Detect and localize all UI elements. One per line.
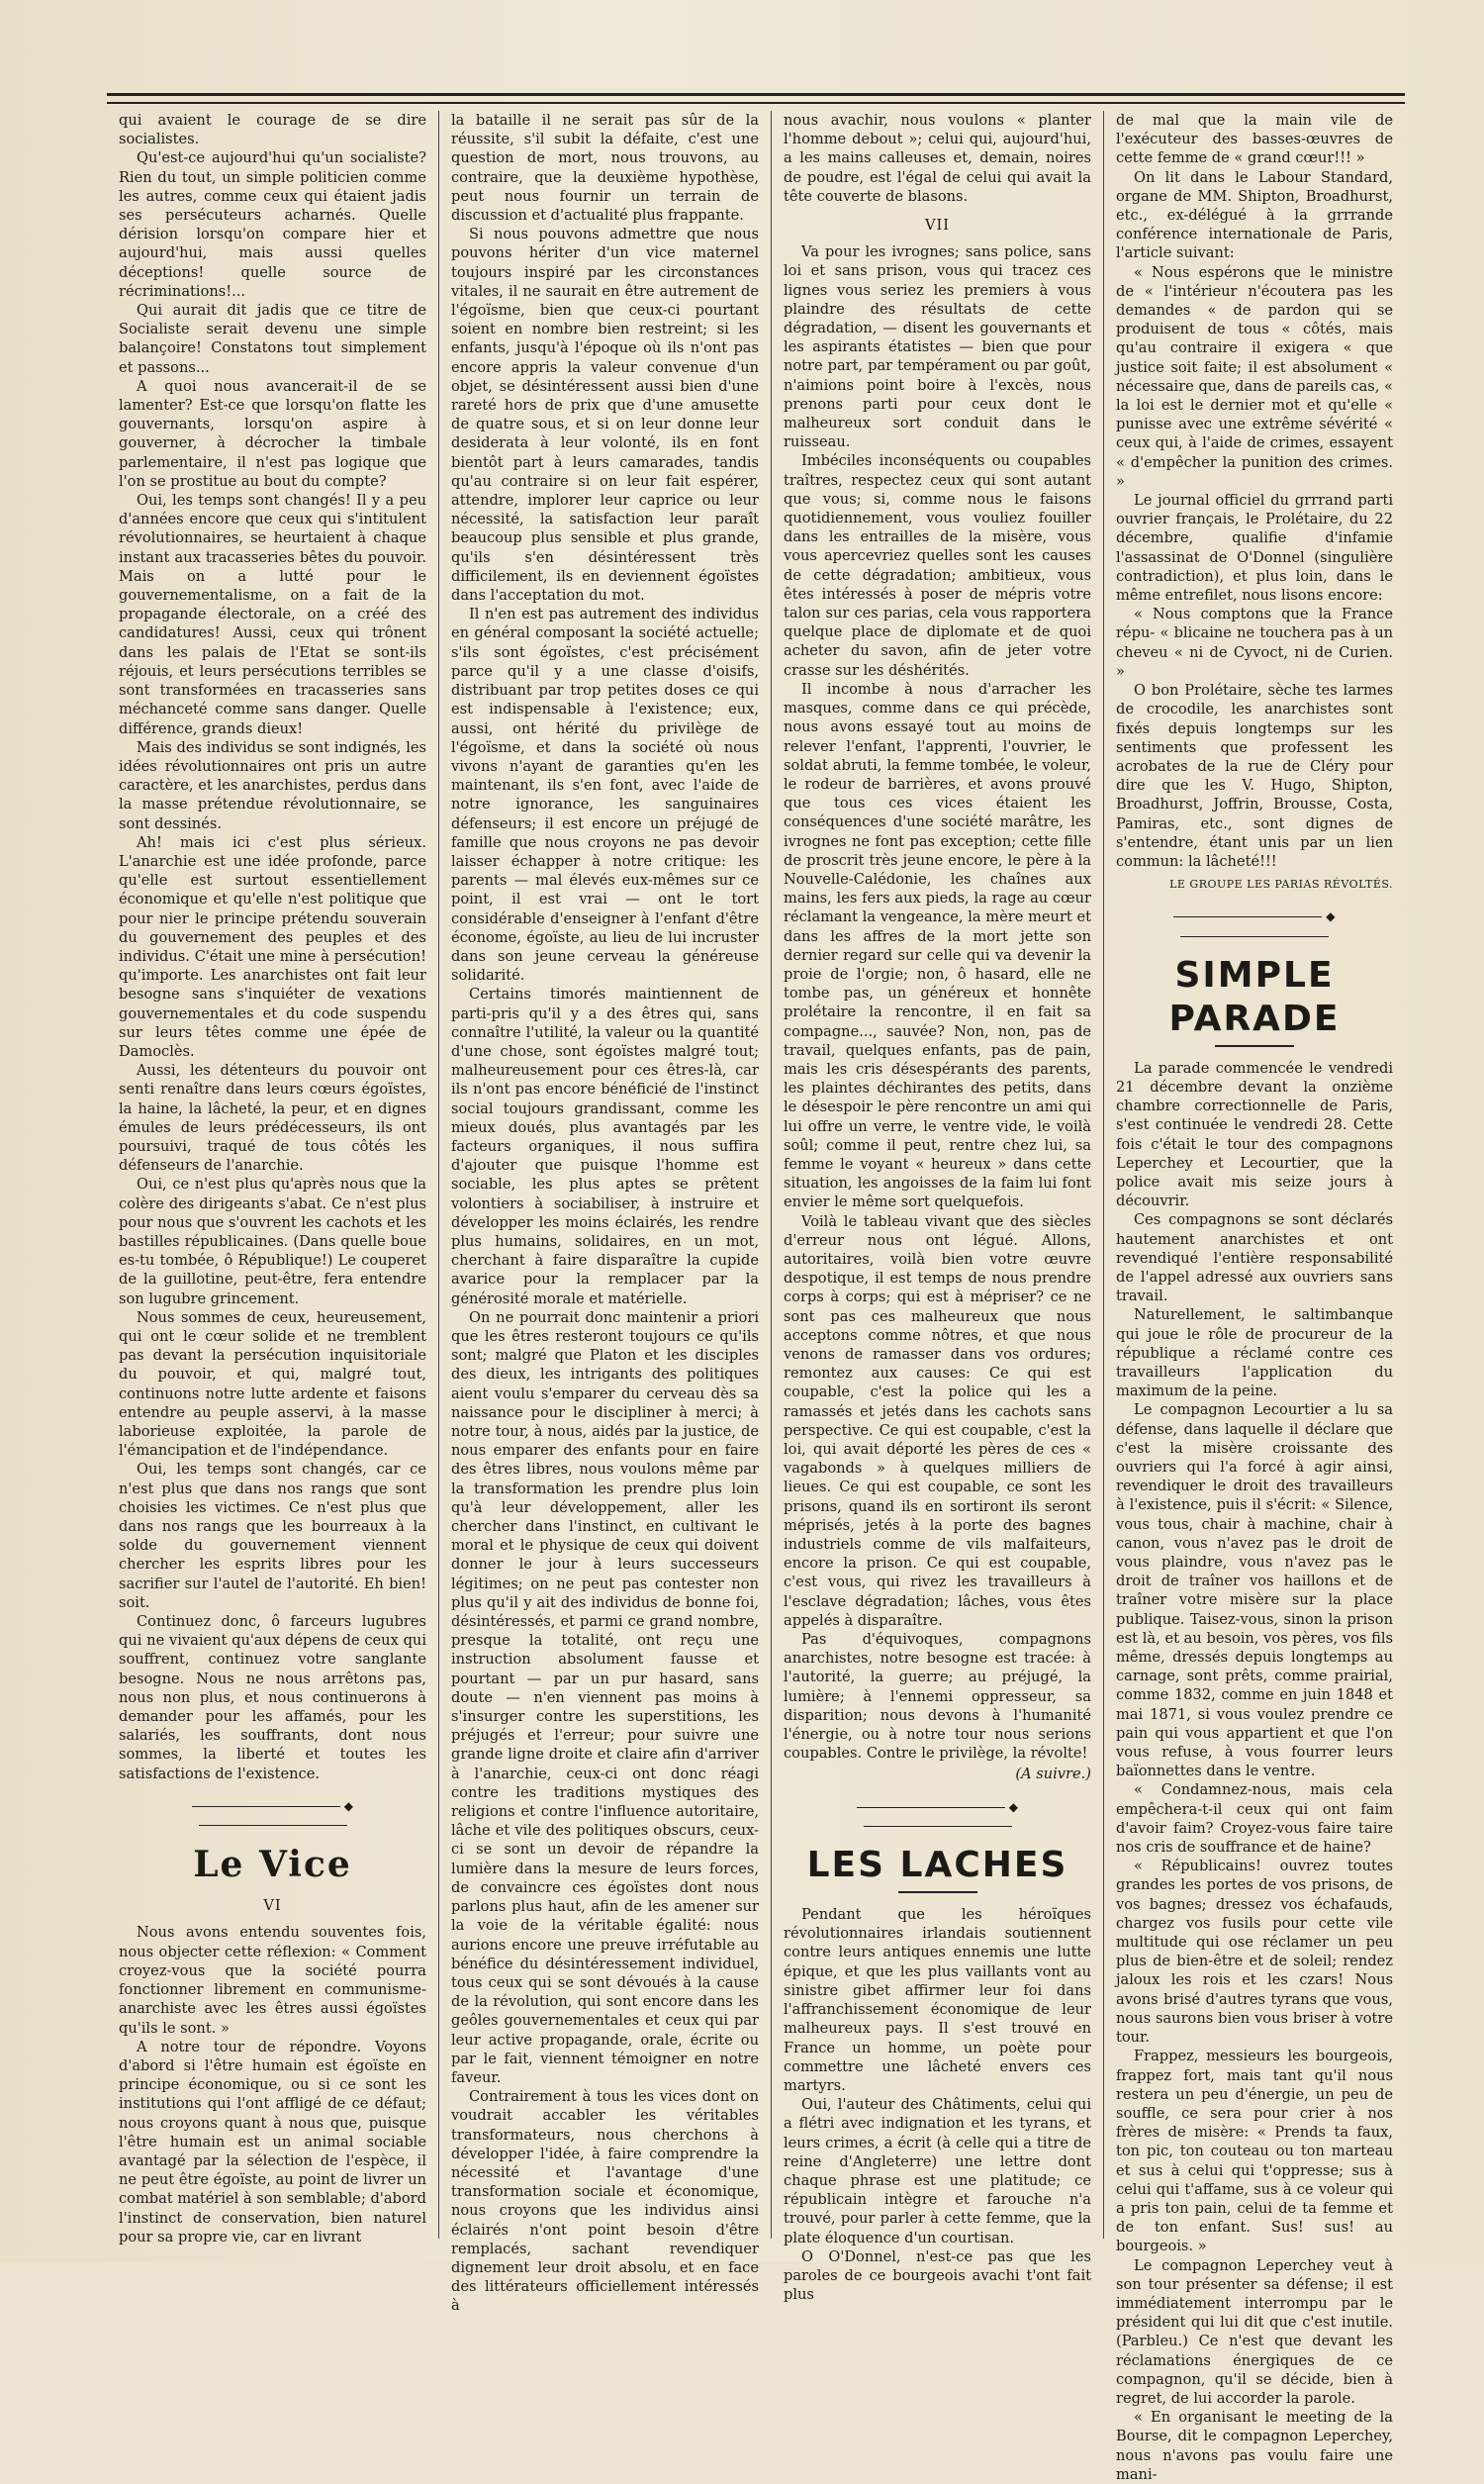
quotation: « Nous espérons que le ministre de « l'intérieur n'écoutera pas les demandes « de pardon qui se produisent de tous « côtés, mais qu'au contraire il exigera « que justice soit faite; il est absolument « nécessaire que, dans de pareils cas, « la loi est le dernier mot et qu'elle « punisse avec une extrême sévérité « ceux qui, à l'aide de crimes, essayent « d'empêcher la punition des crimes. »: [1116, 263, 1393, 490]
article-title-le-vice: Le Vice: [193, 1844, 352, 1886]
paragraph: Oui, l'auteur des Châtiments, celui qui a flétri avec indignation et les tyrans, et leurs crimes, a écrit (à celle qui a titre de reine d'Angleterre) une lettre dont chaque phrase est une platitude; ce républicain intègre et farouche n'a trouvé, pour parler à cette femme, que la plate éloquence d'un courtisan.: [784, 2096, 1091, 2246]
paragraph: Pendant que les héroïques révolutionnaires irlandais soutiennent contre leurs antiques ennemis une lutte épique, et que les plus vaillants vont au sinistre gibet affirmer leur foi dans l'affranchissement économique de leur malheureux pays. Il s'est trouvé en France un homme, un poète pour commettre une lâcheté envers ces martyrs.: [784, 1906, 1091, 2094]
paragraph: Ah! mais ici c'est plus sérieux. L'anarchie est une idée profonde, parce qu'elle est surtout essentiellement économique et qu'elle n'est politique que pour nier le principe prétendu souverain du gouvernement des peuples et des individus. C'était une mine à persécution! qu'importe. Les anarchistes ont fait leur besogne sans s'inquiéter de vexations gouvernementales et du code suspendu sur leurs têtes comme une épée de Damoclès.: [119, 833, 426, 1060]
signature: LE GROUPE LES PARIAS RÉVOLTÉS.: [1169, 878, 1393, 892]
section-number: VI: [263, 1897, 282, 1915]
paragraph: Le compagnon Leperchey veut à son tour présenter sa défense; il est immédiatement interrompu par le président qui lui dit que c'est inutile. (Parbleu.) Ce n'est que devant les réclamations énergiques de ce compagnon, qu'il se décide, bien à regret, de lui accorder la parole.: [1116, 2256, 1393, 2407]
title-rule: [1215, 1045, 1294, 1047]
paragraph: Imbéciles inconséquents ou coupables traîtres, respectez ceux qui sont autant que vous; si, comme nous le faisons quotidiennement, vous vouliez fouiller dans les entrailles de la misère, vous vous apercevriez quelles sont les causes de cette dégradation; ambitieux, vous êtes intéressés à poser de mépris votre talon sur ces parias, cela vous rapportera quelque place de diplomate et de quoi acheter du savon, afin de jeter votre crasse sur les déshérités.: [784, 452, 1091, 679]
paragraph: On lit dans le Labour Standard, organe de MM. Shipton, Broadhurst, etc., ex-délégué à la grrrande conférence internationale de Paris, l'article suivant:: [1116, 168, 1393, 262]
paragraph: Nous sommes de ceux, heureusement, qui ont le cœur solide et ne tremblent pas devant la persécution inquisitoriale du pouvoir, et qui, malgré tout, continuons notre lutte ardente et faisons entendre au peuple asservi, à la masse laborieuse exploitée, la parole de l'émancipation et de l'indépendance.: [119, 1308, 426, 1460]
paragraph: Mais des individus se sont indignés, les idées révolutionnaires ont pris un autre caractère, et les anarchistes, perdus dans la masse prétendue révolutionnaire, se sont dessinés.: [119, 738, 426, 832]
paragraph: Il incombe à nous d'arracher les masques, comme dans ce qui précède, nous avons essayé tout au moins de relever l'enfant, l'apprenti, l'ouvrier, le soldat abruti, la femme tombée, le voleur, le rodeur de barrières, et avons prouvé que tous ces vices étaient les conséquences d'une société marâtre, les ivrognes ne font pas exception; cette fille de proscrit très jeune encore, le père à la Nouvelle-Calédonie, les chaînes aux mains, les fers aux pieds, la rage au cœur réclamant la vengeance, la mère meurt et dans les affres de la mort jette son dernier regard sur celle qui va devenir la proie de l'orgie; non, ô hasard, elle ne tombe pas, un généreux et honnête prolétaire la rencontre, il en fait sa compagne..., sauvée? Non, non, pas de travail, quelques enfants, pas de pain, mais les cris désespérants des parents, les plaintes déchirantes des petits, dans le désespoir le père rencontre un ami qui lui offre un verre, le ventre vide, le voilà soûl; comme il peut, rentre chez lui, sa femme le voyant « heureux » dans cette situation, les angoisses de la faim lui font envier le même sort quelquefois.: [784, 680, 1091, 1211]
section-separator: ◆: [119, 1797, 426, 1835]
paragraph: Naturellement, le saltimbanque qui joue le rôle de procureur de la république a réclamé contre ces travailleurs l'application du maximum de la peine.: [1116, 1306, 1393, 1400]
article-title-simple-parade: SIMPLE PARADE: [1168, 954, 1341, 1039]
paragraph: « Républicains! ouvrez toutes grandes les portes de vos prisons, de vos bagnes; dressez vos échafauds, chargez vos fusils pour cette vile multitude qui ose réclamer un peu plus de bien-être et de soleil; rendez jaloux les rois et les czars! Nous avons brisé d'autres tyrans que vous, nous saurons bien vous briser à votre tour.: [1116, 1858, 1393, 2047]
paragraph: A quoi nous avancerait-il de se lamenter? Est-ce que lorsqu'on flatte les gouvernants, lorsqu'on aspire à gouverner, à décrocher la timbale parlementaire, il n'est pas logique que l'on se prostitue au bout du compte?: [119, 377, 426, 490]
paragraph: Le compagnon Lecourtier a lu sa défense, dans laquelle il déclare que c'est la misère croissante des ouvriers qui l'a forcé à agir ainsi, revendiquer le droit des travailleurs à l'existence, puis il s'écrit: « Silence, vous tous, chair à machine, chair à canon, vous n'avez pas le droit de vous plaindre, vous n'avez pas le droit de traîner vos haillons et de traîner votre misère sur la place publique. Taisez-vous, sinon la prison est là, et au besoin, vos pères, vos fils même, dressés depuis longtemps au carnage, sont prêts, comme prairial, comme 1832, comme en juin 1848 et mai 1871, si vous voulez prendre ce pain qui vous appartient et que l'on vous refuse, à vous fourrer leurs baïonnettes dans le ventre.: [1116, 1401, 1393, 1780]
top-rule: [107, 93, 1405, 104]
section-separator: ◆: [784, 1798, 1091, 1836]
section-number: VII: [924, 217, 951, 235]
column-1: [107, 111, 439, 2245]
paragraph: nous avachir, nous voulons « planter l'homme debout »; celui qui, aujourd'hui, a les mains calleuses et, demain, noires de poudre, est l'égal de celui qui avait la tête couverte de blasons.: [784, 112, 1091, 205]
paragraph: Qui aurait dit jadis que ce titre de Socialiste serait devenu une simple balançoire! Constatons tout simplement et passons...: [119, 302, 426, 376]
paragraph: « Condamnez-nous, mais cela empêchera-t-il ceux qui ont faim d'avoir faim? Croyez-vous faire taire nos cris de souffrance et de haine?: [1116, 1781, 1393, 1857]
paragraph: Qu'est-ce aujourd'hui qu'un socialiste? Rien du tout, un simple politicien comme les autres, comme ceux qui étaient jadis ses persécuteurs acharnés. Quelle dérision lorsqu'on compare hier et aujourd'hui, mais aussi quelles déceptions! quelle source de récriminations!...: [119, 149, 426, 300]
paragraph: Oui, les temps sont changés! Il y a peu d'années encore que ceux qui s'intitulent révolutionnaires, se heurtaient à chaque instant aux tracasseries bêtes du pouvoir. Mais on a lutté pour le gouvernementalisme, on a fait de la propagande électorale, on a créé des candidatures! Aussi, ceux qui trônent dans les palais de l'Etat se sont-ils réjouis, et leurs persécutions terribles se sont transformées en tracasseries sans méchanceté comme sans danger. Quelle différence, grands dieux!: [119, 492, 426, 737]
paragraph: A notre tour de répondre. Voyons d'abord si l'être humain est égoïste en principe économique, ou si ce sont les institutions qui l'ont affligé de ce défaut; nous croyons quant à nous que, puisque l'être humain est un animal sociable avantagé par la sélection de l'espèce, il ne peut être égoïste, au point de livrer un combat matériel à son semblable; d'abord l'instinct de conservation, bien naturel pour sa propre vie, car en livrant: [119, 2038, 427, 2245]
column-4: [1104, 111, 1405, 2483]
paragraph: Va pour les ivrognes; sans police, sans loi et sans prison, vous qui tracez ces lignes vous seriez les premiers à vous plaindre des résultats de cette dégradation, — disent les gouvernants et les aspirants étatistes — bien que pour notre part, par tempérament ou par goût, n'aimions point boire à l'excès, nous prenons parti pour ceux dont le malheureux sort conduit dans le ruisseau.: [784, 243, 1091, 451]
paragraph: la bataille il ne serait pas sûr de la réussite, s'il subit la défaite, c'est une question de mort, nous trouvons, au contraire, que la deuxième hypothèse, peut nous fournir un terrain de discussion et d'actualité plus frappante.: [451, 112, 759, 225]
paragraph: Continuez donc, ô farceurs lugubres qui ne vivaient qu'aux dépens de ceux qui souffrent, continuez votre sanglante besogne. Nous ne nous arrêtons pas, nous non plus, et nous continuerons à demander pour les affamés, pour les salariés, les souffrants, dont nous sommes, la liberté et toutes les satisfactions de l'existence.: [119, 1613, 426, 1782]
columns: [107, 111, 1405, 2483]
title-rule: [898, 1891, 977, 1893]
paragraph: de mal que la main vile de l'exécuteur des basses-œuvres de cette femme de « grand cœur!!! »: [1116, 112, 1393, 167]
paragraph: La parade commencée le vendredi 21 décembre devant la onzième chambre correctionnelle de Paris, s'est continuée le vendredi 28. Cette fois c'était le tour des compagnons Leperchey et Lecourtier, que la police avait mis seize jours à découvrir.: [1116, 1059, 1393, 1210]
paragraph: Voilà le tableau vivant que des siècles d'erreur nous ont légué. Allons, autoritaires, voilà bien votre œuvre despotique, il est temps de nous prendre corps à corps; qui est à mépriser? ce ne sont pas ces malheureux que nous acceptons comme nôtres, et que nous venons de ramasser dans vos ordures; remontez aux causes: Ce qui est coupable, c'est la police qui les a ramassés et jetés dans les cachots sans perspective. Ce qui est coupable, c'est la loi, qui avait déporté les pères de ces « vagabonds » à quelques milliers de lieues. Ce qui est coupable, ce sont les prisons, quand ils en sortiront ils seront méprisés, jetés à la porte des bagnes industriels comme de vils malfaiteurs, encore la prison. Ce qui est coupable, c'est vous, qui rivez les travailleurs à l'esclave dégradation; lâches, vous êtes appelés à disparaître.: [784, 1212, 1091, 1629]
paragraph: O bon Prolétaire, sèche tes larmes de crocodile, les anarchistes sont fixés depuis longtemps sur les sentiments que professent les acrobates de la rue de Cléry pour dire que les V. Hugo, Shipton, Broadhurst, Joffrin, Brousse, Costa, Pamiras, etc., sont dignes de s'entendre, étant unis par un lien commun: la lâcheté!!!: [1116, 682, 1393, 870]
paragraph: Pas d'équivoques, compagnons anarchistes, notre besogne est tracée: à l'autorité, la guerre; au préjugé, la lumière; à l'ennemi oppresseur, sa disparition; nous devons à l'humanité l'énergie, ou à notre tour nous serions coupables. Contre le privilège, la révolte!: [784, 1631, 1091, 1763]
paragraph: O O'Donnel, n'est-ce pas que les paroles de ce bourgeois avachi t'ont fait plus: [784, 2247, 1091, 2304]
article-title-les-laches: LES LACHES: [806, 1845, 1068, 1886]
paragraph: Certains timorés maintiennent de parti-pris qu'il y a des êtres qui, sans connaître l'utilité, la valeur ou la quantité d'une chose, sont égoïstes malgré tout; malheureusement pour ces êtres-là, car ils n'ont pas encore bénéficié de l'instinct social toujours grandissant, comme les mieux doués, plus avantagés par les facteurs organiques, il nous suffira d'ajouter que puisque l'homme est sociable, les plus aptes se prêtent volontiers à sociabiliser, à instruire et développer les moins éclairés, les rendre plus humains, solidaires, en un mot, cherchant à faire disparaître la cupide avarice pour la remplacer par la générosité morale et matérielle.: [451, 986, 759, 1307]
quotation: « Nous comptons que la France répu- « blicaine ne touchera pas à un cheveu « ni de Cyvoct, ni de Curien. »: [1116, 606, 1393, 680]
paragraph: Aussi, les détenteurs du pouvoir ont senti renaître dans leurs cœurs égoïstes, la haine, la lâcheté, la peur, et en dignes émules de leurs prédécesseurs, ils ont poursuivi, traqué de tous côtés les défenseurs de l'anarchie.: [119, 1062, 426, 1175]
paragraph: « En organisant le meeting de la Bourse, dit le compagnon Leperchey, nous n'avons pas voulu faire une mani-: [1116, 2409, 1393, 2483]
paragraph: Nous avons entendu souventes fois, nous objecter cette réflexion: « Comment croyez-vous que la société pourra fonctionner librement en communisme-anarchiste avec les êtres aussi égoïstes qu'ils le sont. »: [119, 1924, 426, 2037]
column-2: [439, 111, 772, 2315]
column-3: [772, 111, 1104, 2304]
paragraph: Le journal officiel du grrrand parti ouvrier français, le Prolétaire, du 22 décembre, qualifie d'infamie l'assassinat de O'Donnel (singulière contradiction), et plus loin, dans le même entrefilet, nous lisons encore:: [1116, 492, 1393, 605]
paragraph: Ces compagnons se sont déclarés hautement anarchistes et ont revendiqué l'entière responsabilité de l'appel adressé aux ouvriers sans travail.: [1116, 1211, 1393, 1305]
paragraph: On ne pourrait donc maintenir a priori que les êtres resteront toujours ce qu'ils sont; malgré que Platon et les disciples des dieux, les intrigants des politiques aient voulu s'emparer du cerveau dès sa naissance pour le discipliner à merci; à notre tour, à nous, aidés par la justice, de nous emparer des enfants pour en faire des êtres libres, nous voulons même par la transformation les prendre plus loin qu'à leur développement, aller les chercher dans l'instinct, en cultivant le moral et le physique de ceux qui doivent donner le jour à leurs successeurs légitimes; on ne peut pas contester non plus qu'il y ait des individus de bonne foi, désintéressés, et parmi ce grand nombre, presque la totalité, ont reçu une instruction absolument fausse et pourtant — par un pur hasard, sans doute — n'en viennent pas moins à s'insurger contre les superstitions, les préjugés et l'erreur; pour suivre une grande ligne droite et claire afin d'arriver à l'anarchie, ceux-ci ont donc réagi contre les traditions mystiques des religions et contre l'influence autoritaire, lâche et vile des politiques obscurs, ceux-ci se sont un devoir de répandre la lumière dans la mesure de leurs forces, de convaincre ces égoïstes dont nous parlons plus haut, afin de les amener sur la voie de la véritable égalité: nous aurions encore une preuve irréfutable au bénéfice du désintéressement individuel, tous ceux qui se sont dévoués à la cause de la révolution, qui sont encore dans les geôles gouvernementales et ceux qui par leur active propagande, orale, écrite ou par le fait, viennent témoigner en notre faveur.: [451, 1308, 759, 2086]
to-be-continued: (A suivre.): [1015, 1766, 1091, 1783]
paragraph: Il n'en est pas autrement des individus en général composant la société actuelle; s'ils sont égoïstes, c'est précisément parce qu'il y a une classe d'oisifs, distribuant par trop petites doses ce qui est indispensable à l'existence; eux, aussi, ont hérité du privilège de l'égoïsme, et dans la société où nous vivons n'ayant de garanties qu'en les maintenant, ils s'en font, avec l'aide de notre ignorance, les sanguinaires défenseurs; il est encore un préjugé de famille que nous croyons ne pas devoir laisser échapper à notre critique: les parents — mal élevés eux-mêmes sur ce point, il est vrai — ont le tort considérable d'enseigner à l'enfant d'être économe, égoïste, au lieu de lui incruster dans son jeune cerveau la généreuse solidarité.: [451, 606, 759, 985]
paragraph: qui avaient le courage de se dire socialistes.: [119, 112, 426, 148]
paragraph: Si nous pouvons admettre que nous pouvons hériter d'un vice maternel toujours inspiré par les circonstances vitales, il ne saurait en être autrement de l'égoïsme, bien que ceux-ci pourtant soient en nombre bien restreint; si les enfants, jusqu'à l'époque où ils n'ont pas encore appris la valeur convenue d'un objet, se désintéressent aussi bien d'une rareté hors de prix que d'une amusette de quatre sous, et si on leur donne leur desiderata à leur volonté, ils en font bientôt part à leurs camarades, tandis qu'au contraire si on leur fait espérer, attendre, implorer leur caprice ou leur nécessité, la satisfaction leur paraît beaucoup plus sensible et plus grande, qu'ils s'en désintéressent très difficilement, ils en deviennent égoïstes dans l'acceptation du mot.: [451, 226, 759, 605]
paragraph: Contrairement à tous les vices dont on voudrait accabler les véritables transformateurs, nous cherchons à développer l'idée, à faire comprendre la nécessité et l'avantage d'une transformation sociale et économique, nous croyons que les individus ainsi éclairés n'ont point besoin d'être remplacés, sachant revendiquer dignement leur droit absolu, et en face des littérateurs officiellement intéressés à: [451, 2088, 759, 2315]
paragraph: Frappez, messieurs les bourgeois, frappez fort, mais tant qu'il nous restera un peu d'énergie, un peu de souffle, ce sera pour crier à nos frères de misère: « Prends ta faux, ton pic, ton couteau ou ton marteau et sus à celui qui t'oppresse; sus à celui qui t'affame, sus à ce voleur qui a pris ton pain, celui de ta femme et de ton enfant. Sus! sus! au bourgeois. »: [1116, 2048, 1393, 2255]
section-separator: ◆: [1116, 908, 1393, 945]
paragraph: Oui, les temps sont changés, car ce n'est plus que dans nos rangs que sont choisies les victimes. Ce n'est plus que dans nos rangs que les bourreaux à la solde du gouvernement viennent chercher les esprits libres pour les sacrifier sur l'autel de l'autorité. Eh bien! soit.: [119, 1461, 426, 1611]
paragraph: Oui, ce n'est plus qu'après nous que la colère des dirigeants s'abat. Ce n'est plus pour nous que s'ouvrent les cachots et les bastilles républicaines. (Dans quelle boue es-tu tombée, ô République!) Le couperet de la guillotine, peut-être, fera entendre son lugubre grincement.: [119, 1176, 426, 1307]
